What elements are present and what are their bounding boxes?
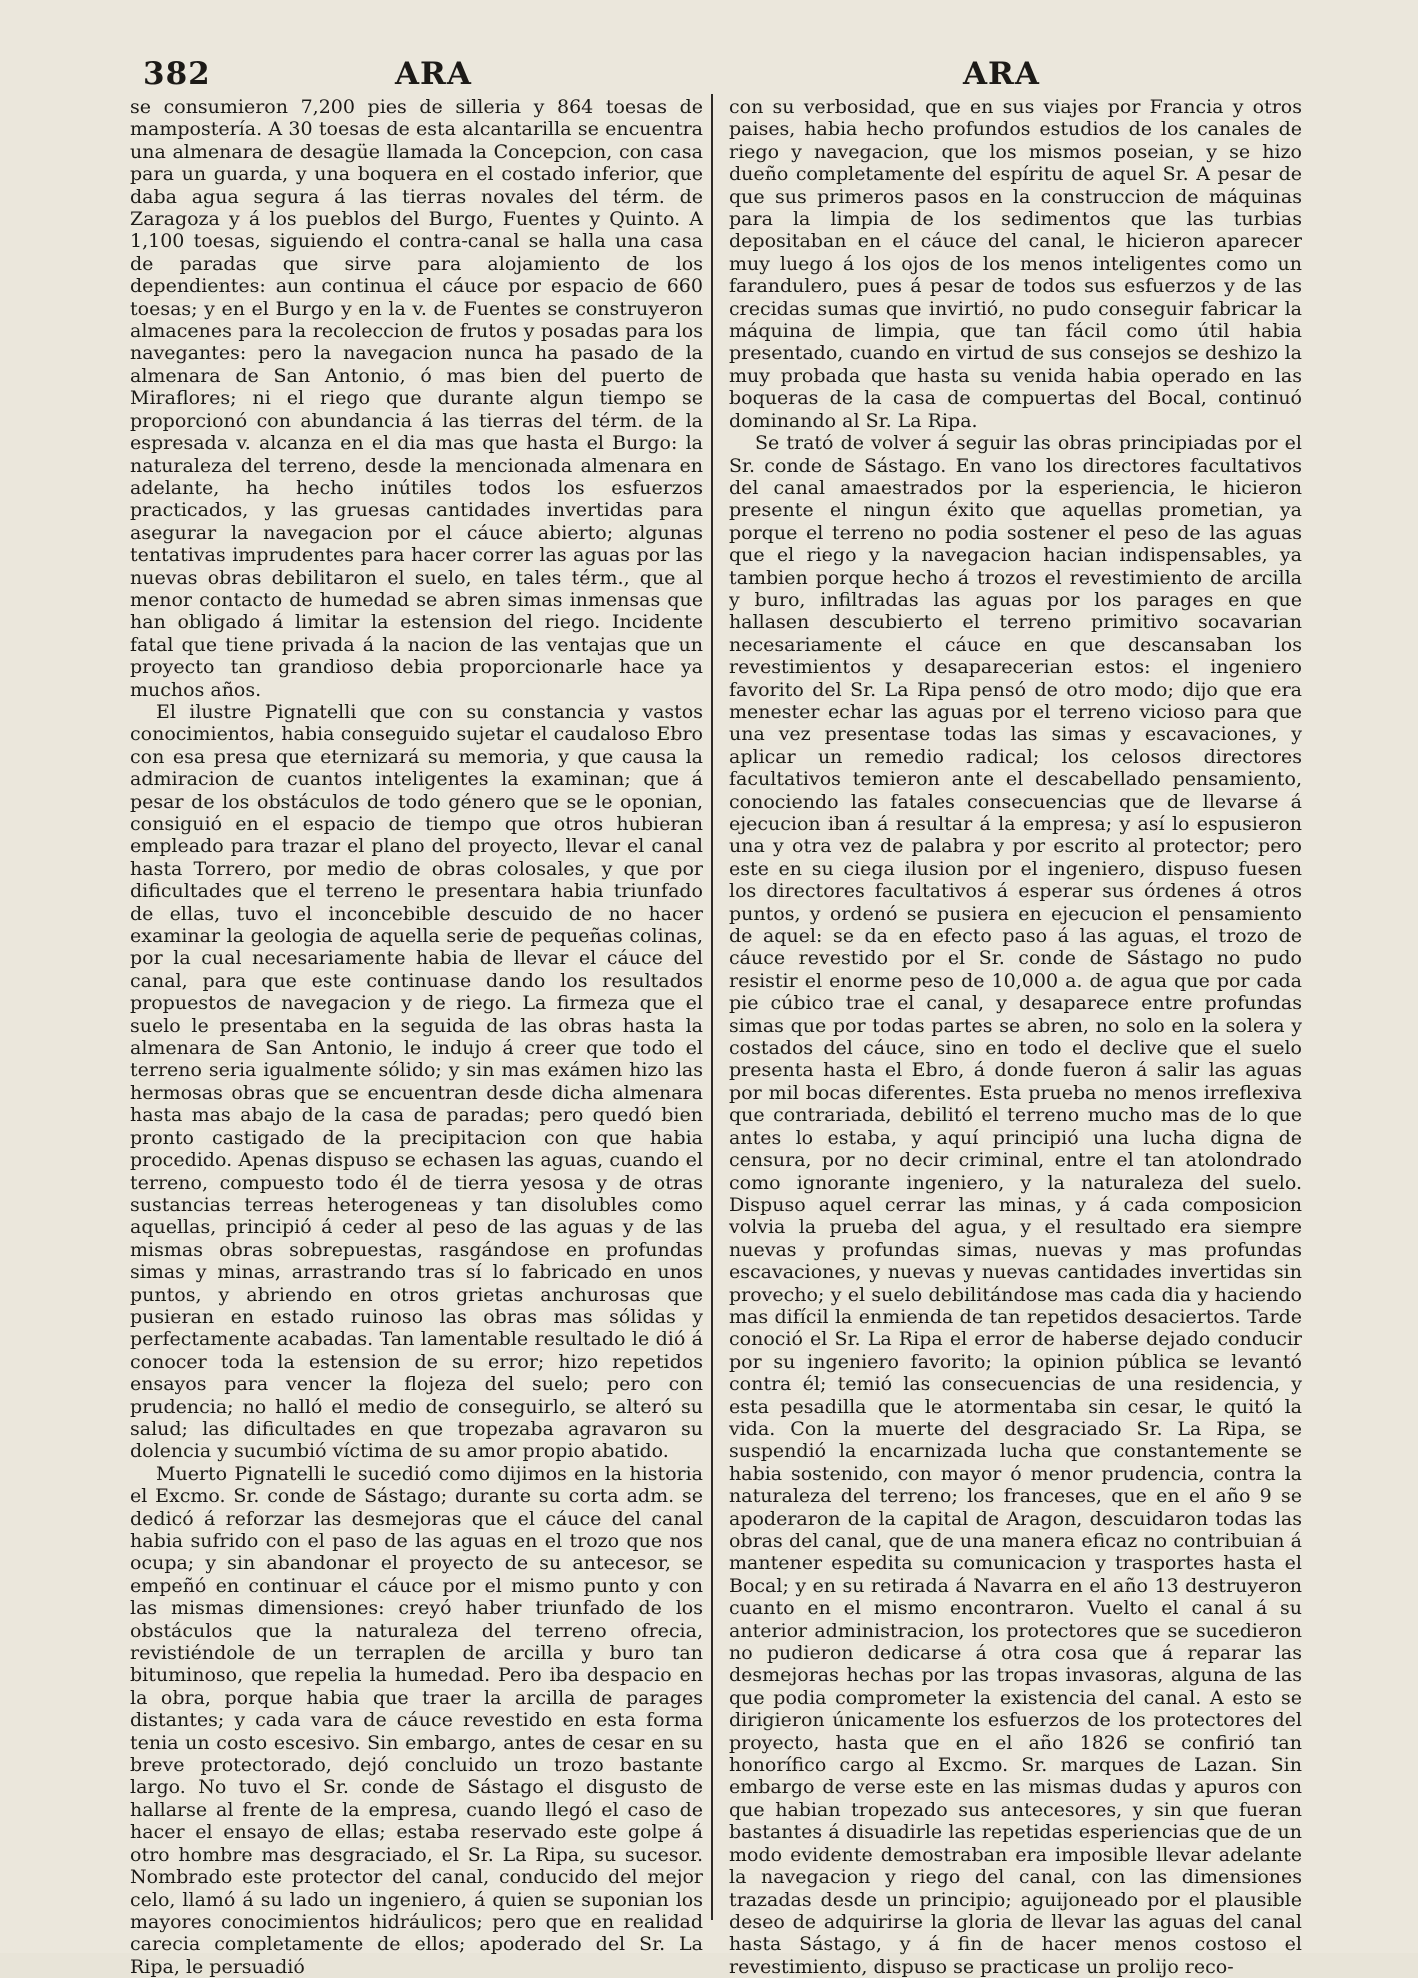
running-head-left: ARA — [395, 56, 472, 92]
left-column — [130, 96, 703, 1978]
running-head-right: ARA — [963, 56, 1040, 92]
left-paragraph-3: Muerto Pignatelli le sucedió como dijimos en la historia el Excmo. Sr. conde de Sástago; durante su corta adm. se dedicó á reforzar las desmejoras que el cáuce del canal habia sufrido con el paso de las aguas en el trozo que nos ocupa; y sin abandonar el proyecto de su antecesor, se empeñó en continuar el cáuce por el mismo punto y con las mismas dimensiones: creyó haber triunfado de los obstáculos que la naturaleza del terreno ofrecia, revistiéndole de un terraplen de arcilla y buro tan bituminoso, que repelia la humedad. Pero iba despacio en la obra, porque habia que traer la arcilla de parages distantes; y cada vara de cáuce revestido en esta forma tenia un costo escesivo. Sin embargo, antes de cesar en su breve protectorado, dejó concluido un trozo bastante largo. No tuvo el Sr. conde de Sástago el disgusto de hallarse al frente de la empresa, cuando llegó el caso de hacer el ensayo de ellas; estaba reservado este golpe á otro hombre mas desgraciado, el Sr. La Ripa, su sucesor. Nombrado este protector del canal, conducido del mejor celo, llamó á su lado un ingeniero, á quien se suponian los mayores conocimientos hidráulicos; pero que en realidad carecia completamente de ellos; apoderado del Sr. La Ripa, le persuadió — [130, 1462, 703, 1978]
left-paragraph-1: se consumieron 7,200 pies de silleria y 864 toesas de mampostería. A 30 toesas de esta alcantarilla se encuentra una almenara de desagüe llamada la Concepcion, con casa para un guarda, y una boquera en el costado inferior, que daba agua segura á las tierras novales del térm. de Zaragoza y á los pueblos del Burgo, Fuentes y Quinto. A 1,100 toesas, siguiendo el contra-canal se halla una casa de paradas que sirve para alojamiento de los dependientes: aun continua el cáuce por espacio de 660 toesas; y en el Burgo y en la v. de Fuentes se construyeron almacenes para la recoleccion de frutos y posadas para los navegantes: pero la navegacion nunca ha pasado de la almenara de San Antonio, ó mas bien del puerto de Miraflores; ni el riego que durante algun tiempo se proporcionó con abundancia á las tierras del térm. de la espresada v. alcanza en el dia mas que hasta el Burgo: la naturaleza del terreno, desde la mencionada almenara en adelante, ha hecho inútiles todos los esfuerzos practicados, y las gruesas cantidades invertidas para asegurar la navegacion por el cáuce abierto; algunas tentativas imprudentes para hacer correr las aguas por las nuevas obras debilitaron el suelo, en tales térm., que al menor contacto de humedad se abren simas inmensas que han obligado á limitar la estension del riego. Incidente fatal que tiene privada á la nacion de las ventajas que un proyecto tan grandioso debia proporcionarle hace ya muchos años. — [130, 96, 703, 701]
page-number: 382 — [143, 56, 211, 92]
column-divider — [711, 94, 713, 1920]
right-paragraph-2: Se trató de volver á seguir las obras principiadas por el Sr. conde de Sástago. En vano los directores facultativos del canal amaestrados por la esperiencia, le hicieron presente el ningun éxito que aquellas prometian, ya porque el terreno no podia sostener el peso de las aguas que el riego y la navegacion hacian indispensables, ya tambien porque hecho á trozos el revestimiento de arcilla y buro, infiltradas las aguas por los parages en que hallasen descubierto el terreno primitivo socavarian necesariamente el cáuce en que descansaban los revestimientos y desaparecerian estos: el ingeniero favorito del Sr. La Ripa pensó de otro modo; dijo que era menester echar las aguas por el terreno vicioso para que una vez presentase todas las simas y escavaciones, y aplicar un remedio radical; los celosos directores facultativos temieron ante el descabellado pensamiento, conociendo las fatales consecuencias que de llevarse á ejecucion iban á resultar á la empresa; y así lo espusieron una y otra vez de palabra y por escrito al protector; pero este en su ciega ilusion por el ingeniero, dispuso fuesen los directores facultativos á esperar sus órdenes á otros puntos, y ordenó se pusiera en ejecucion el pensamiento de aquel: se da en efecto paso á las aguas, el trozo de cáuce revestido por el Sr. conde de Sástago no pudo resistir el enorme peso de 10,000 a. de agua que por cada pie cúbico trae el canal, y desaparece entre profundas simas que por todas partes se abren, no solo en la solera y costados del cáuce, sino en todo el declive que el suelo presenta hasta el Ebro, á donde fueron á salir las aguas por mil bocas diferentes. Esta prueba no menos irreflexiva que contrariada, debilitó el terreno mucho mas de lo que antes lo estaba, y aquí principió una lucha digna de censura, por no decir criminal, entre el tan atolondrado como ignorante ingeniero, y la naturaleza del suelo. Dispuso aquel cerrar las minas, y á cada composicion volvia la prueba del agua, y el resultado era siempre nuevas y profundas simas, nuevas y mas profundas escavaciones, y nuevas y nuevas cantidades invertidas sin provecho; y el suelo debilitándose mas cada dia y haciendo mas difícil la enmienda de tan repetidos desaciertos. Tarde conoció el Sr. La Ripa el error de haberse dejado conducir por su ingeniero favorito; la opinion pública se levantó contra él; temió las consecuencias de una residencia, y esta pesadilla que le atormentaba sin cesar, le quitó la vida. Con la muerte del desgraciado Sr. La Ripa, se suspendió la encarnizada lucha que constantemente se habia sostenido, con mayor ó menor prudencia, contra la naturaleza del terreno; los franceses, que en el año 9 se apoderaron de la capital de Aragon, descuidaron todas las obras del canal, que de una manera eficaz no contribuian á mantener espedita su comunicacion y trasportes hasta el Bocal; y en su retirada á Navarra en el año 13 destruyeron cuanto en el mismo encontraron. Vuelto el canal á su anterior administracion, los protectores que se sucedieron no pudieron dedicarse á otra cosa que á reparar las desmejoras hechas por las tropas invasoras, alguna de las que podia comprometer la existencia del canal. A esto se dirigieron únicamente los esfuerzos de los protectores del proyecto, hasta que en el año 1826 se confirió tan honorífico cargo al Excmo. Sr. marques de Lazan. Sin embargo de verse este en las mismas dudas y apuros con que habian tropezado sus antecesores, y sin que fueran bastantes á disuadirle las repetidas esperiencias que de un modo evidente demostraban era imposible llevar adelante la navegacion y riego del canal, con las dimensiones trazadas desde un principio; aguijoneado por el plausible deseo de adquirirse la gloria de llevar las aguas del canal hasta Sástago, y á fin de hacer menos costoso el revestimiento, dispuso se practicase un prolijo reco- — [729, 432, 1302, 1978]
left-paragraph-2: El ilustre Pignatelli que con su constancia y vastos conocimientos, habia conseguido sujetar el caudaloso Ebro con esa presa que eternizará su memoria, y que causa la admiracion de cuantos inteligentes la examinan; que á pesar de los obstáculos de todo género que se le oponian, consiguió en el espacio de tiempo que otros hubieran empleado para trazar el plano del proyecto, llevar el canal hasta Torrero, por medio de obras colosales, y que por dificultades que el terreno le presentara habia triunfado de ellas, tuvo el inconcebible descuido de no hacer examinar la geologia de aquella serie de pequeñas colinas, por la cual necesariamente habia de llevar el cáuce del canal, para que este continuase dando los resultados propuestos de navegacion y de riego. La firmeza que el suelo le presentaba en la seguida de las obras hasta la almenara de San Antonio, le indujo á creer que todo el terreno seria igualmente sólido; y sin mas exámen hizo las hermosas obras que se encuentran desde dicha almenara hasta mas abajo de la casa de paradas; pero quedó bien pronto castigado de la precipitacion con que habia procedido. Apenas dispuso se echasen las aguas, cuando el terreno, compuesto todo él de tierra yesosa y de otras sustancias terreas heterogeneas y tan disolubles como aquellas, principió á ceder al peso de las aguas y de las mismas obras sobrepuestas, rasgándose en profundas simas y minas, arrastrando tras sí lo fabricado en unos puntos, y abriendo en otros grietas anchurosas que pusieran en estado ruinoso las obras mas sólidas y perfectamente acabadas. Tan lamentable resultado le dió á conocer toda la estension de su error; hizo repetidos ensayos para vencer la flojeza del suelo; pero con prudencia; no halló el medio de conseguirlo, se alteró su salud; las dificultades en que tropezaba agravaron su dolencia y sucumbió víctima de su amor propio abatido. — [130, 700, 703, 1463]
right-column — [729, 96, 1302, 1978]
right-paragraph-1: con su verbosidad, que en sus viajes por Francia y otros paises, habia hecho profundos estudios de los canales de riego y navegacion, que los mismos poseian, y se hizo dueño completamente del espíritu de aquel Sr. A pesar de que sus primeros pasos en la construccion de máquinas para la limpia de los sedimentos que las turbias depositaban en el cáuce del canal, le hicieron aparecer muy luego á los ojos de los menos inteligentes como un farandulero, pues á pesar de todos sus esfuerzos y de las crecidas sumas que invirtió, no pudo conseguir fabricar la máquina de limpia, que tan fácil como útil habia presentado, cuando en virtud de sus consejos se deshizo la muy probada que hasta su venida habia operado en las boqueras de la casa de compuertas del Bocal, continuó dominando al Sr. La Ripa. — [729, 96, 1302, 432]
